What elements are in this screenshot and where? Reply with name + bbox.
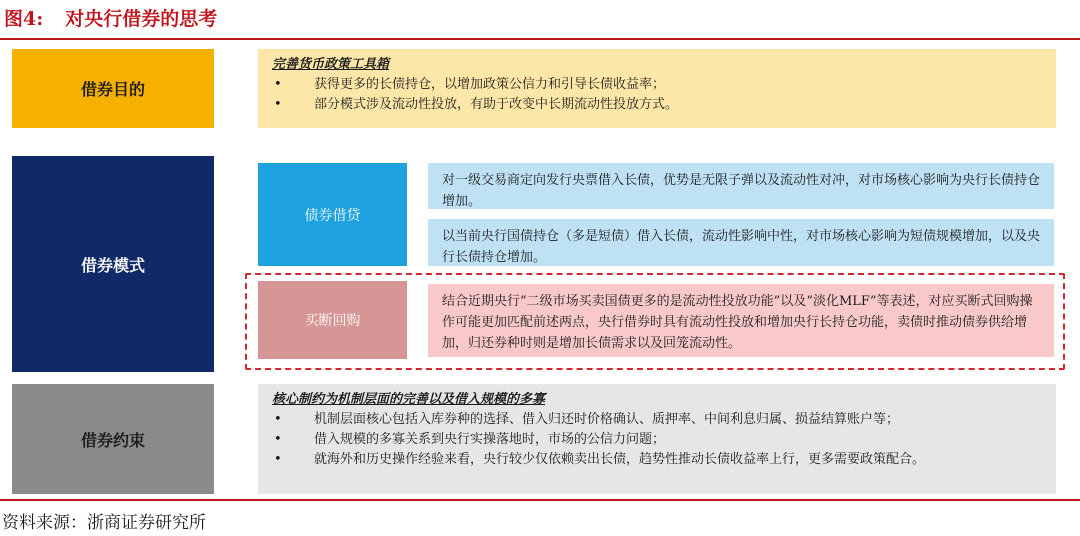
bond-lending-box xyxy=(258,163,407,266)
list-item xyxy=(272,430,1044,450)
constraint-label: 借券约束 xyxy=(80,430,145,450)
bond-lending-point-1 xyxy=(428,163,1054,209)
constraint-heading: 核心制约为机制层面的完善以及借入规模的多寡 xyxy=(272,392,546,407)
constraint-label-box xyxy=(12,384,214,494)
mode-label-box xyxy=(12,156,214,372)
figure-title xyxy=(4,4,217,31)
purpose-bullet-list xyxy=(272,75,1044,115)
constraint-panel xyxy=(258,384,1056,494)
constraint-bullet-text: 机制层面核心包括入库券种的选择、借入归还时价格确认、质押率、中间利息归属、损益结算账户等； xyxy=(314,412,900,427)
outright-repo-label: 买断回购 xyxy=(304,313,361,329)
bond-lending-point-text: 对一级交易商定向发行央票借入长债，优势是无限子弹以及流动性对冲，对市场核心影响为央行长债持仓增加。 xyxy=(442,173,1041,209)
outright-repo-point-text: 结合近期央行“二级市场买卖国债更多的是流动性投放功能”以及“淡化MLF”等表述，对应买断式回购操作可能更加匹配前述两点，央行借券时具有流动性投放和增加央行长持仓功能，卖债时推动债券供给增加，归还券种时则是增加长债需求以及回笼流动性。 xyxy=(442,294,1033,351)
bond-lending-point-2 xyxy=(428,219,1054,266)
bottom-divider xyxy=(0,499,1080,501)
purpose-bullet-text: 部分模式涉及流动性投放，有助于改变中长期流动性投放方式。 xyxy=(314,97,679,112)
outright-repo-box xyxy=(258,281,407,359)
list-item xyxy=(272,410,1044,430)
source-note: 资料来源：浙商证券研究所 xyxy=(2,513,206,533)
figure-title-text: 对央行借券的思考 xyxy=(65,8,218,30)
bullet-icon: • xyxy=(274,432,282,447)
list-item xyxy=(272,75,1044,95)
constraint-bullet-list xyxy=(272,410,1044,470)
purpose-heading: 完善货币政策工具箱 xyxy=(272,57,390,72)
outright-repo-point xyxy=(428,284,1054,357)
mode-label: 借券模式 xyxy=(80,255,145,275)
list-item xyxy=(272,95,1044,115)
bullet-icon: • xyxy=(274,412,282,427)
purpose-label: 借券目的 xyxy=(80,80,145,99)
bullet-icon: • xyxy=(274,77,282,92)
bullet-icon: • xyxy=(274,97,282,112)
bond-lending-label: 债券借贷 xyxy=(304,207,361,224)
constraint-bullet-text: 就海外和历史操作经验来看，央行较少仅依赖卖出长债，趋势性推动长债收益率上行，更多需要政策配合。 xyxy=(314,452,926,467)
top-divider xyxy=(0,38,1080,40)
constraint-bullet-text: 借入规模的多寡关系到央行实操落地时，市场的公信力问题； xyxy=(314,432,666,447)
purpose-panel xyxy=(258,49,1056,128)
list-item xyxy=(272,450,1044,470)
bullet-icon: • xyxy=(274,452,282,467)
figure-number: 图4: xyxy=(4,8,44,30)
bond-lending-point-text: 以当前央行国债持仓（多是短债）借入长债，流动性影响中性，对市场核心影响为短债规模增加，以及央行长债持仓增加。 xyxy=(442,229,1041,265)
purpose-label-box xyxy=(12,49,214,128)
purpose-bullet-text: 获得更多的长债持仓，以增加政策公信力和引导长债收益率； xyxy=(314,77,666,92)
